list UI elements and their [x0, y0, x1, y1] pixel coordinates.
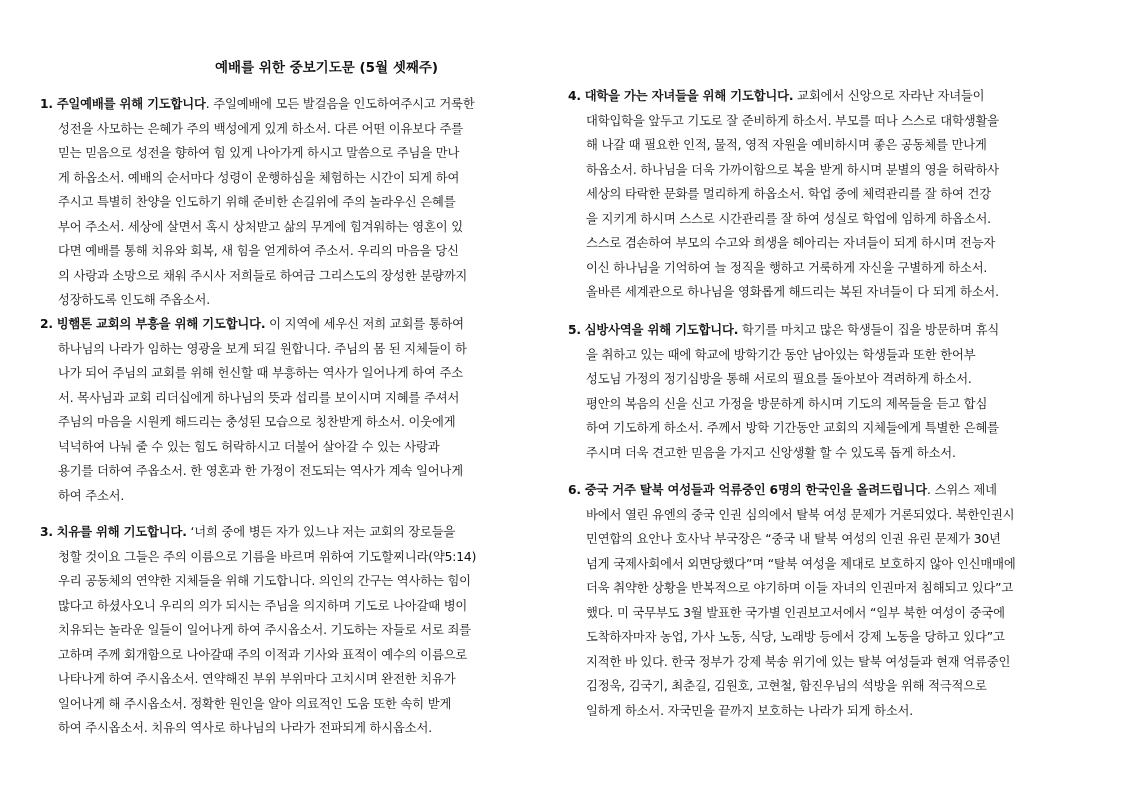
section-number: 1.: [40, 97, 53, 111]
section-line: 성도님 가정의 정기심방을 통해 서로의 필요를 돌아보아 격려하게 하소서.: [586, 372, 972, 386]
section-line: 세상의 타락한 문화를 멀리하게 하옵소서. 학업 중에 체력관리를 잘 하여 건강: [586, 187, 991, 201]
section-line: 하여 주소서.: [58, 488, 125, 503]
section-line: 서. 목사님과 교회 리더십에게 하나님의 뜻과 섭리를 보이시며 지혜를 주셔서: [58, 390, 460, 405]
prayer-section-1: [40, 92, 475, 313]
section-line: 치유되는 놀라운 일들이 일어나게 하여 주시옵소서. 기도하는 자들로 서로 죄를: [58, 623, 471, 637]
section-line: 우리 공동체의 연약한 지체들을 위해 기도합니다. 의인의 간구는 역사하는 힘이: [58, 574, 471, 588]
section-number: 5.: [568, 323, 581, 337]
section-first-line: [40, 92, 475, 117]
section-line: 의 사랑과 소망으로 채워 주시사 저희들로 하여금 그리스도의 장성한 분량까지: [58, 268, 468, 283]
section-line: 하옵소서. 하나님을 더욱 가까이함으로 복을 받게 하시며 분별의 영을 허락하사: [586, 162, 999, 177]
section-line: 넘게 국제사회에서 외면당했다”며 “탈북 여성을 제대로 보호하지 않아 인신매매에: [586, 556, 1016, 571]
section-heading: 대학을 가는 자녀들을 위해 기도합니다.: [584, 89, 794, 103]
section-line: 나가 되어 주님의 교회를 위해 헌신할 때 부흥하는 역사가 일어나게 하여 주소: [58, 366, 463, 380]
section-line: 하여 기도하게 하소서. 주께서 방학 기간동안 교회의 지체들에게 특별한 은혜를: [586, 421, 999, 435]
section-line: 많다고 하셨사오니 우리의 의가 되시는 주님을 의지하며 기도로 나아갈때 병이: [58, 598, 468, 613]
section-number: 4.: [568, 89, 581, 103]
prayer-section-5: [568, 318, 999, 465]
section-line: 게 하옵소서. 예배의 순서마다 성령이 운행하심을 체험하는 시간이 되게 하여: [58, 170, 460, 185]
section-line: 일어나게 해 주시옵소서. 정확한 원인을 알아 의료적인 도움 또한 속히 받게: [58, 696, 452, 711]
section-line: 일하게 하소서. 자국민을 끝까지 보호하는 나라가 되게 하소서.: [586, 703, 914, 718]
section-line: 주시고 특별히 찬양을 인도하기 위해 준비한 손길위에 주의 놀라우신 은혜를: [58, 195, 456, 209]
section-line: 민연합의 요안나 호사낙 부국장은 “중국 내 탈북 여성의 인권 유린 문제가 30년: [586, 532, 1001, 546]
prayer-section-3: [40, 520, 476, 741]
section-line: 나타나게 하여 주시옵소서. 연약해진 부위 부위마다 고치시며 완전한 치유가: [58, 672, 456, 686]
section-heading: 주일예배를 위해 기도합니다: [56, 97, 206, 111]
section-line: 을 취하고 있는 때에 학교에 방학기간 동안 남아있는 학생들과 또한 한어부: [586, 347, 976, 362]
section-text: 교회에서 신앙으로 자라난 자녀들이: [793, 89, 985, 103]
section-heading: 중국 거주 탈북 여성들과 억류중인 6명의 한국인을 올려드립니다: [584, 483, 927, 497]
section-line: 주님의 마음을 시원케 해드리는 충성된 모습으로 칭찬받게 하소서. 이웃에게: [58, 415, 456, 429]
section-first-line: [40, 312, 467, 337]
section-line: 성장하도록 인도해 주옵소서.: [58, 293, 211, 307]
section-line: 믿는 믿음으로 성전을 향하여 힘 있게 나아가게 하시고 말씀으로 주님을 만나: [58, 146, 460, 160]
section-line: 올바른 세계관으로 하나님을 영화롭게 해드리는 복된 자녀들이 다 되게 하소서.: [586, 285, 999, 299]
section-text: 학기를 마치고 많은 학생들이 집을 방문하며 휴식: [738, 323, 1000, 337]
section-line: 다면 예배를 통해 치유와 회복, 새 힘을 얻게하여 주소서. 우리의 마음을 당신: [58, 244, 459, 258]
section-line: 하여 주시옵소서. 치유의 역사로 하나님의 나라가 전파되게 하시옵소서.: [58, 721, 432, 735]
section-line: 이신 하나님을 기억하여 늘 정직을 행하고 거룩하게 자신을 구별하게 하소서.: [586, 260, 988, 275]
section-line: 용기를 더하여 주옵소서. 한 영혼과 한 가정이 전도되는 역사가 계속 일어나게: [58, 464, 463, 478]
section-line: 하나님의 나라가 임하는 영광을 보게 되길 원합니다. 주님의 몸 된 지체들이 하: [58, 341, 467, 356]
section-line: 바에서 열린 유엔의 중국 인권 심의에서 탈북 여성 문제가 거론되었다. 북한인권시: [586, 507, 1015, 522]
section-line: 고하며 주께 회개함으로 나아갈때 주의 이적과 기사와 표적이 예수의 이름으로: [58, 647, 468, 662]
section-line: 주시며 더욱 견고한 믿음을 가지고 신앙생활 할 수 있도록 돕게 하소서.: [586, 445, 956, 460]
section-line: 스스로 겸손하여 부모의 수고와 희생을 헤아리는 자녀들이 되게 하시며 전능자: [586, 236, 996, 250]
section-number: 6.: [568, 483, 581, 497]
section-line: 했다. 미 국무부도 3월 발표한 국가별 인권보고서에서 “일부 북한 여성이 중국에: [586, 605, 1005, 620]
section-line: 을 지키게 하시며 스스로 시간관리를 잘 하여 성실로 학업에 임하게 하옵소서.: [586, 211, 991, 226]
section-text: ‘너희 중에 병든 자가 있느냐 저는 교회의 장로들을: [186, 525, 456, 539]
section-text: . 스위스 제네: [926, 483, 997, 497]
document-title: 예배를 위한 중보기도문 (5월 셋째주): [215, 60, 439, 76]
section-first-line: [568, 84, 999, 109]
section-first-line: [40, 520, 476, 545]
section-first-line: [568, 318, 999, 343]
section-number: 3.: [40, 525, 53, 539]
section-heading: 빙햄톤 교회의 부흥을 위해 기도합니다.: [56, 317, 266, 331]
section-line: 청할 것이요 그들은 주의 이름으로 기름을 바르며 위하여 기도할찌니라(약5:14): [58, 549, 477, 564]
section-number: 2.: [40, 317, 53, 331]
section-line: 평안의 복음의 신을 신고 가정을 방문하게 하시며 기도의 제목들을 듣고 합심: [586, 396, 988, 411]
section-heading: 치유를 위해 기도합니다.: [56, 525, 187, 539]
section-text: 이 지역에 세우신 저희 교회를 통하여: [265, 317, 464, 331]
prayer-section-4: [568, 84, 999, 305]
section-line: 부어 주소서. 세상에 살면서 혹시 상처받고 삶의 무게에 힘겨워하는 영혼이 있: [58, 219, 463, 234]
prayer-section-6: [568, 478, 1016, 723]
section-line: 넉넉하여 나눠 줄 수 있는 힘도 허락하시고 더불어 살아갈 수 있는 사랑과: [58, 439, 440, 454]
section-line: 성전을 사모하는 은혜가 주의 백성에게 있게 하소서. 다른 어떤 이유보다 주를: [58, 121, 463, 136]
section-line: 도착하자마자 농업, 가사 노동, 식당, 노래방 등에서 강제 노동을 당하고 있다”고: [586, 630, 1005, 644]
section-line: 더욱 취약한 상황을 반복적으로 야기하며 이들 자녀의 인권마저 침해되고 있다”고: [586, 581, 1014, 595]
section-text: . 주일예배에 모든 발걸음을 인도하여주시고 거룩한: [205, 97, 475, 111]
section-first-line: [568, 478, 1016, 503]
section-heading: 심방사역을 위해 기도합니다.: [584, 323, 739, 337]
section-line: 대학입학을 앞두고 기도로 잘 준비하게 하소서. 부모를 떠나 스스로 대학생활을: [586, 113, 999, 128]
prayer-section-2: [40, 312, 467, 508]
section-line: 김정욱, 김국기, 최춘길, 김원호, 고현철, 함진우님의 석방을 위해 적극적으로: [586, 679, 987, 693]
section-line: 해 나갈 때 필요한 인적, 물적, 영적 자원을 예비하시며 좋은 공동체를 만나게: [586, 138, 987, 152]
section-line: 지적한 바 있다. 한국 정부가 강제 북송 위기에 있는 탈북 여성들과 현재 억류중인: [586, 654, 1011, 669]
